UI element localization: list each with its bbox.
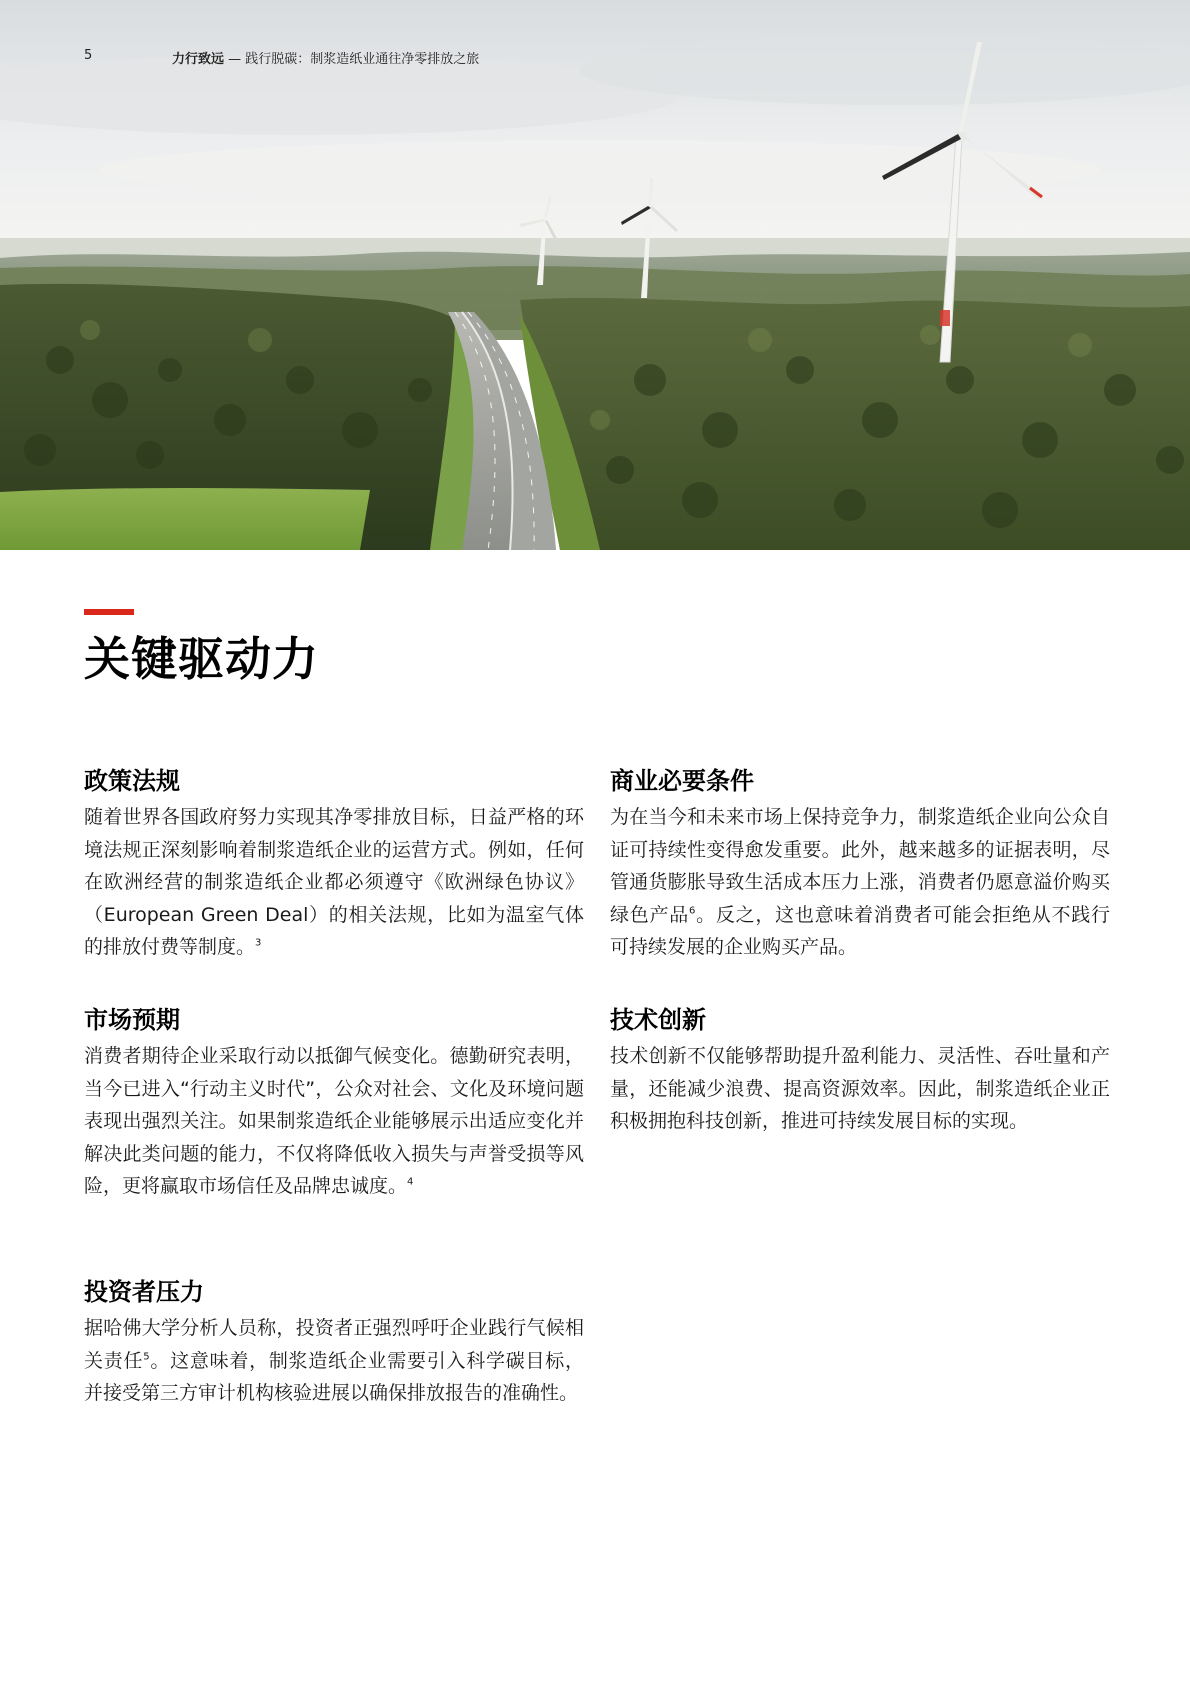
footnote-ref: 6 [688, 905, 696, 917]
section-body-text: 据哈佛大学分析人员称，投资者正强烈呼吁企业践行气候相关责任 [84, 1317, 584, 1372]
section-market [84, 1005, 584, 1203]
section-heading: 技术创新 [610, 1006, 706, 1034]
section-body [84, 801, 584, 964]
section-body-text: 。反之，这也意味着消费者可能会拒绝从不践行可持续发展的企业购买产品。 [610, 903, 1110, 959]
section-body [84, 1040, 584, 1203]
section-heading: 政策法规 [84, 767, 180, 795]
footnote-ref: 4 [407, 1176, 414, 1188]
section-policy [84, 766, 584, 964]
footnote-ref: 3 [255, 937, 262, 949]
section-tech [610, 1005, 1110, 1138]
page-number: 5 [84, 48, 93, 63]
wind-turbine-landscape-image [0, 0, 1190, 550]
page-title: 关键驱动力 [84, 632, 319, 686]
title-accent-bar [84, 609, 134, 615]
section-body-text: 消费者期待企业采取行动以抵御气候变化。德勤研究表明，当今已进入“行动主义时代”，公众对社会、文化及环境问题表现出强烈关注。如果制浆造纸企业能够展示出适应变化并解决此类问题的能力，不仅将降低收入损失与声誉受损等风险，更将赢取市场信任及品牌忠诚度。 [84, 1045, 584, 1198]
section-investor [84, 1277, 584, 1410]
section-heading: 市场预期 [84, 1006, 180, 1034]
section-body-text: 技术创新不仅能够帮助提升盈利能力、灵活性、吞吐量和产量，还能减少浪费、提高资源效率。因此，制浆造纸企业正积极拥抱科技创新，推进可持续发展目标的实现。 [610, 1045, 1110, 1133]
section-body [84, 1312, 584, 1410]
section-body [610, 801, 1110, 964]
header-title [172, 48, 479, 67]
hero-photo [0, 0, 1190, 550]
footnote-ref: 5 [143, 1351, 150, 1363]
series-title: 力行致远 [172, 52, 225, 67]
section-business [610, 766, 1110, 964]
section-heading: 商业必要条件 [610, 767, 754, 795]
section-body-text: 为在当今和未来市场上保持竞争力，制浆造纸企业向公众自证可持续性变得愈发重要。此外，越来越多的证据表明，尽管通货膨胀导致生活成本压力上涨，消费者仍愿意溢价购买绿色产品 [610, 806, 1110, 926]
section-body-text: 。这意味着，制浆造纸企业需要引入科学碳目标，并接受第三方审计机构核验进展以确保排放报告的准确性。 [84, 1349, 584, 1405]
header-subtitle: — 践行脱碳：制浆造纸业通往净零排放之旅 [224, 52, 480, 67]
section-heading: 投资者压力 [84, 1278, 204, 1306]
section-body [610, 1040, 1110, 1138]
section-body-text: 随着世界各国政府努力实现其净零排放目标，日益严格的环境法规正深刻影响着制浆造纸企业的运营方式。例如，任何在欧洲经营的制浆造纸企业都必须遵守《欧洲绿色协议》（European Green Deal）的相关法规，比如为温室气体的排放付费等制度。 [84, 806, 584, 959]
